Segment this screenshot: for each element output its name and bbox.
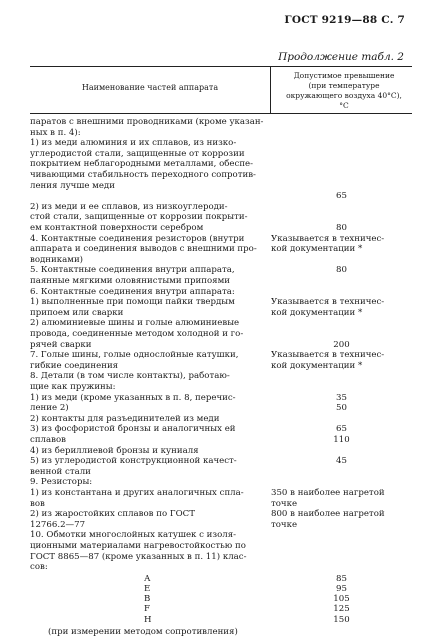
row-value: 35 bbox=[336, 392, 347, 403]
row-description: 4. Контактные соединения резисторов (внутри bbox=[30, 233, 245, 244]
row-description: 2) контакты для разъединителей из меди bbox=[30, 413, 220, 424]
measurement-note: (при измерении методом сопротивления) bbox=[48, 626, 238, 637]
class-name: Е bbox=[144, 584, 151, 594]
row-description: сплавов bbox=[30, 435, 66, 445]
header-line: Допустимое превышение bbox=[293, 71, 395, 80]
row-description: ем контактной поверхности серебром bbox=[30, 223, 204, 233]
row-value: 45 bbox=[336, 456, 347, 467]
header-line: окружающего воздуха 40°С), bbox=[286, 91, 402, 100]
row-description: щие как пружины: bbox=[30, 382, 116, 392]
column-header-temperature bbox=[276, 71, 412, 111]
class-name: А bbox=[144, 573, 151, 584]
row-description: углеродистой стали, защищенные от коррозии bbox=[30, 148, 245, 159]
row-description: 9. Резисторы: bbox=[30, 477, 93, 488]
header-bottom-rule bbox=[30, 113, 412, 114]
class-value: 150 bbox=[333, 614, 350, 625]
row-description: 1) выполненные при помощи пайки твердым bbox=[30, 297, 235, 308]
row-description: чивающими стабильность переходного сопротив- bbox=[30, 170, 256, 180]
row-description: 2) алюминиевые шины и голые алюминиевые bbox=[30, 318, 240, 329]
row-value: 80 bbox=[336, 265, 347, 276]
row-description: водниками) bbox=[30, 254, 84, 265]
row-value: Указывается в техничес- bbox=[271, 297, 385, 308]
column-header-part-name: Наименование частей аппарата bbox=[81, 83, 219, 92]
row-value: точке bbox=[271, 498, 298, 509]
class-name: Н bbox=[144, 614, 152, 625]
row-description: 3) из фосфористой бронзы и аналогичных ей bbox=[30, 424, 236, 435]
header-line: (при температуре bbox=[308, 81, 380, 90]
row-description: венной стали bbox=[30, 466, 91, 477]
row-description: ционными материалами нагревостойкостью по bbox=[30, 541, 246, 551]
row-description: 4) из бериллиевой бронзы и куниаля bbox=[30, 445, 199, 456]
class-name: F bbox=[144, 604, 150, 615]
row-value: Указывается в техничес- bbox=[271, 233, 385, 244]
row-description: 6. Контактные соединения внутри аппарата: bbox=[30, 286, 235, 297]
row-value: 200 bbox=[333, 339, 350, 350]
class-value: 85 bbox=[336, 573, 347, 584]
class-value: 105 bbox=[333, 594, 350, 605]
row-description: 7. Голые шины, голые однослойные катушки, bbox=[30, 350, 239, 361]
row-description: сов: bbox=[30, 562, 48, 573]
row-description: гибкие соединения bbox=[30, 360, 119, 371]
row-description: покрытием неблагородными металлами, обеспе- bbox=[30, 159, 254, 170]
row-description: 10. Обмотки многослойных катушек с изоля- bbox=[30, 530, 237, 541]
row-description: 1) из меди (кроме указанных в п. 8, перечис- bbox=[30, 392, 236, 403]
header-column-divider bbox=[270, 66, 271, 113]
row-value: 350 в наиболее нагретой bbox=[271, 488, 385, 498]
table bbox=[30, 66, 412, 637]
row-value: точке bbox=[271, 519, 298, 530]
row-description: 1) из константана и других аналогичных спла- bbox=[30, 488, 244, 498]
standard-header: ГОСТ 9219—88 С. 7 bbox=[284, 14, 405, 26]
row-description: ных в п. 4): bbox=[30, 127, 81, 138]
row-value: кой документации * bbox=[271, 244, 363, 255]
row-description: 5. Контактные соединения внутри аппарата, bbox=[30, 265, 235, 276]
row-value: кой документации * bbox=[271, 307, 363, 318]
row-value: 50 bbox=[336, 403, 347, 414]
row-description: 2) из жаростойких сплавов по ГОСТ bbox=[30, 509, 195, 520]
row-description: 12766.2—77 bbox=[30, 519, 86, 530]
row-value: 80 bbox=[336, 223, 347, 233]
row-description: ГОСТ 8865—87 (кроме указанных в п. 11) клас- bbox=[30, 551, 247, 562]
header-line: °С bbox=[339, 101, 349, 110]
row-description: припоем или сварки bbox=[30, 307, 124, 318]
row-description: стой стали, защищенные от коррозии покрыти- bbox=[30, 212, 248, 223]
row-description: паянные мягкими оловянистыми припоями bbox=[30, 276, 231, 286]
row-description: вов bbox=[30, 498, 45, 509]
row-value: кой документации * bbox=[271, 360, 363, 371]
row-description: аппарата и соединения выводов с внешними про- bbox=[30, 244, 257, 255]
row-value: 65 bbox=[336, 424, 347, 435]
row-value: 800 в наиболее нагретой bbox=[271, 509, 385, 520]
row-description: 1) из меди алюминия и их сплавов, из низко- bbox=[30, 138, 237, 149]
row-description: ления лучше меди bbox=[30, 180, 115, 191]
row-description: паратов с внешними проводниками (кроме указан- bbox=[30, 117, 264, 127]
row-value: 110 bbox=[333, 435, 350, 445]
row-value: 65 bbox=[336, 191, 347, 202]
row-description: 2) из меди и ее сплавов, из низкоуглероди- bbox=[30, 201, 228, 212]
row-description: провода, соединенные методом холодной и го- bbox=[30, 329, 244, 339]
class-name: В bbox=[144, 594, 151, 605]
row-description: 8. Детали (в том числе контакты), работаю- bbox=[30, 371, 230, 382]
row-description: рячей сварки bbox=[30, 339, 92, 350]
row-description: ление 2) bbox=[30, 403, 69, 414]
class-value: 95 bbox=[336, 584, 347, 594]
table-top-rule bbox=[30, 66, 412, 67]
row-description: 5) из углеродистой конструкционной качест- bbox=[30, 456, 237, 467]
table-continuation: Продолжение табл. 2 bbox=[278, 51, 404, 63]
row-value: Указывается в техничес- bbox=[271, 350, 385, 361]
class-value: 125 bbox=[333, 604, 350, 615]
